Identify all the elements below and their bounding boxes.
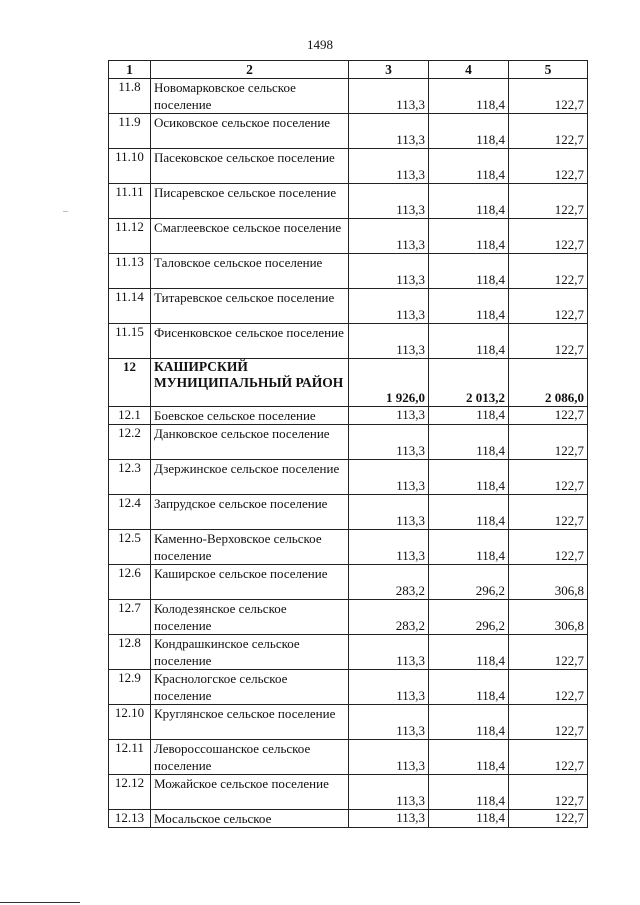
value-col3-cell: 113,3	[349, 775, 429, 810]
settlement-name-cell: КАШИРСКИЙ МУНИЦИПАЛЬНЫЙ РАЙОН	[151, 359, 349, 407]
value-col3-cell: 113,3	[349, 184, 429, 219]
value-col3-cell: 113,3	[349, 635, 429, 670]
settlement-name-cell: Краснологское сельское поселение	[151, 670, 349, 705]
row-number-cell: 12.4	[109, 495, 151, 530]
settlement-name-cell: Каширское сельское поселение	[151, 565, 349, 600]
value-col5-cell: 122,7	[509, 670, 588, 705]
row-number-cell: 11.9	[109, 114, 151, 149]
table-row	[109, 460, 588, 495]
row-number-cell: 11.10	[109, 149, 151, 184]
value-col3-cell: 113,3	[349, 407, 429, 425]
footnote-separator-line	[0, 902, 80, 903]
settlement-name-cell: Круглянское сельское поселение	[151, 705, 349, 740]
value-col5-cell: 122,7	[509, 425, 588, 460]
row-number-cell: 11.11	[109, 184, 151, 219]
table-row	[109, 495, 588, 530]
settlement-name-cell: Боевское сельское поселение	[151, 407, 349, 425]
row-number-cell: 11.13	[109, 254, 151, 289]
row-number-cell: 11.15	[109, 324, 151, 359]
row-number-cell: 11.14	[109, 289, 151, 324]
value-col3-cell: 113,3	[349, 149, 429, 184]
row-number-cell: 12	[109, 359, 151, 407]
margin-mark	[63, 211, 68, 212]
value-col5-cell: 122,7	[509, 495, 588, 530]
value-col5-cell: 306,8	[509, 600, 588, 635]
settlement-name-cell: Смаглеевское сельское поселение	[151, 219, 349, 254]
value-col5-cell: 122,7	[509, 324, 588, 359]
value-col5-cell: 122,7	[509, 219, 588, 254]
value-col3-cell: 113,3	[349, 425, 429, 460]
value-col4-cell: 118,4	[429, 635, 509, 670]
value-col3-cell: 113,3	[349, 670, 429, 705]
table-row	[109, 219, 588, 254]
table-row	[109, 114, 588, 149]
table-row	[109, 565, 588, 600]
value-col4-cell: 118,4	[429, 530, 509, 565]
value-col4-cell: 118,4	[429, 740, 509, 775]
table-row	[109, 740, 588, 775]
table-row	[109, 79, 588, 114]
table-row	[109, 775, 588, 810]
value-col5-cell: 122,7	[509, 635, 588, 670]
settlement-name-cell: Мосальское сельское	[151, 810, 349, 828]
column-header-3: 3	[349, 61, 429, 79]
value-col3-cell: 113,3	[349, 705, 429, 740]
value-col5-cell: 122,7	[509, 407, 588, 425]
value-col4-cell: 118,4	[429, 775, 509, 810]
table-row	[109, 425, 588, 460]
row-number-cell: 12.11	[109, 740, 151, 775]
column-header-2: 2	[151, 61, 349, 79]
value-col4-cell: 118,4	[429, 79, 509, 114]
value-col5-cell: 2 086,0	[509, 359, 588, 407]
value-col5-cell: 122,7	[509, 740, 588, 775]
table-row	[109, 670, 588, 705]
value-col4-cell: 118,4	[429, 407, 509, 425]
value-col4-cell: 118,4	[429, 254, 509, 289]
value-col5-cell: 122,7	[509, 184, 588, 219]
settlement-name-cell: Осиковское сельское поселение	[151, 114, 349, 149]
value-col4-cell: 2 013,2	[429, 359, 509, 407]
value-col4-cell: 118,4	[429, 289, 509, 324]
table-row	[109, 254, 588, 289]
value-col3-cell: 113,3	[349, 324, 429, 359]
table-row	[109, 705, 588, 740]
table-row	[109, 184, 588, 219]
value-col4-cell: 118,4	[429, 670, 509, 705]
table-row	[109, 149, 588, 184]
value-col5-cell: 122,7	[509, 775, 588, 810]
value-col3-cell: 113,3	[349, 460, 429, 495]
value-col4-cell: 118,4	[429, 495, 509, 530]
row-number-cell: 12.12	[109, 775, 151, 810]
value-col5-cell: 122,7	[509, 79, 588, 114]
value-col5-cell: 122,7	[509, 705, 588, 740]
value-col4-cell: 118,4	[429, 324, 509, 359]
row-number-cell: 12.9	[109, 670, 151, 705]
table-row	[109, 324, 588, 359]
value-col3-cell: 1 926,0	[349, 359, 429, 407]
value-col3-cell: 113,3	[349, 810, 429, 828]
row-number-cell: 12.5	[109, 530, 151, 565]
row-number-cell: 11.12	[109, 219, 151, 254]
table-row	[109, 407, 588, 425]
value-col5-cell: 122,7	[509, 810, 588, 828]
row-number-cell: 12.13	[109, 810, 151, 828]
row-number-cell: 12.7	[109, 600, 151, 635]
value-col3-cell: 283,2	[349, 565, 429, 600]
settlement-name-cell: Таловское сельское поселение	[151, 254, 349, 289]
settlement-name-cell: Кондрашкинское сельское поселение	[151, 635, 349, 670]
value-col4-cell: 118,4	[429, 705, 509, 740]
page-number: 1498	[307, 37, 333, 52]
value-col4-cell: 118,4	[429, 219, 509, 254]
table-row	[109, 530, 588, 565]
settlement-name-cell: Новомарковское сельское поселение	[151, 79, 349, 114]
row-number-cell: 12.8	[109, 635, 151, 670]
column-header-1: 1	[109, 61, 151, 79]
value-col5-cell: 122,7	[509, 114, 588, 149]
value-col3-cell: 283,2	[349, 600, 429, 635]
value-col3-cell: 113,3	[349, 79, 429, 114]
value-col4-cell: 118,4	[429, 810, 509, 828]
table-row	[109, 600, 588, 635]
settlement-name-cell: Титаревское сельское поселение	[151, 289, 349, 324]
value-col4-cell: 118,4	[429, 114, 509, 149]
row-number-cell: 12.2	[109, 425, 151, 460]
table-row	[109, 635, 588, 670]
settlement-name-cell: Пасековское сельское поселение	[151, 149, 349, 184]
value-col3-cell: 113,3	[349, 289, 429, 324]
value-col3-cell: 113,3	[349, 114, 429, 149]
row-number-cell: 12.1	[109, 407, 151, 425]
column-header-4: 4	[429, 61, 509, 79]
settlement-name-cell: Каменно-Верховское сельское поселение	[151, 530, 349, 565]
value-col5-cell: 306,8	[509, 565, 588, 600]
settlement-name-cell: Фисенковское сельское поселение	[151, 324, 349, 359]
table-row	[109, 289, 588, 324]
value-col3-cell: 113,3	[349, 495, 429, 530]
settlement-name-cell: Левороссошанское сельское поселение	[151, 740, 349, 775]
settlement-name-cell: Колодезянское сельское поселение	[151, 600, 349, 635]
value-col3-cell: 113,3	[349, 530, 429, 565]
row-number-cell: 12.6	[109, 565, 151, 600]
table-row	[109, 810, 588, 828]
value-col4-cell: 296,2	[429, 600, 509, 635]
row-number-cell: 11.8	[109, 79, 151, 114]
column-header-5: 5	[509, 61, 588, 79]
settlement-name-cell: Запрудское сельское поселение	[151, 495, 349, 530]
table-body	[109, 79, 588, 828]
settlement-name-cell: Дзержинское сельское поселение	[151, 460, 349, 495]
value-col3-cell: 113,3	[349, 740, 429, 775]
value-col3-cell: 113,3	[349, 219, 429, 254]
value-col4-cell: 118,4	[429, 460, 509, 495]
row-number-cell: 12.10	[109, 705, 151, 740]
settlement-name-cell: Писаревское сельское поселение	[151, 184, 349, 219]
value-col4-cell: 118,4	[429, 184, 509, 219]
value-col5-cell: 122,7	[509, 460, 588, 495]
budget-table	[108, 60, 588, 828]
settlement-name-cell: Данковское сельское поселение	[151, 425, 349, 460]
value-col5-cell: 122,7	[509, 289, 588, 324]
value-col5-cell: 122,7	[509, 254, 588, 289]
value-col4-cell: 118,4	[429, 149, 509, 184]
value-col3-cell: 113,3	[349, 254, 429, 289]
value-col4-cell: 118,4	[429, 425, 509, 460]
value-col5-cell: 122,7	[509, 530, 588, 565]
row-number-cell: 12.3	[109, 460, 151, 495]
table-header-row	[109, 61, 588, 79]
value-col5-cell: 122,7	[509, 149, 588, 184]
settlement-name-cell: Можайское сельское поселение	[151, 775, 349, 810]
district-row	[109, 359, 588, 407]
value-col4-cell: 296,2	[429, 565, 509, 600]
